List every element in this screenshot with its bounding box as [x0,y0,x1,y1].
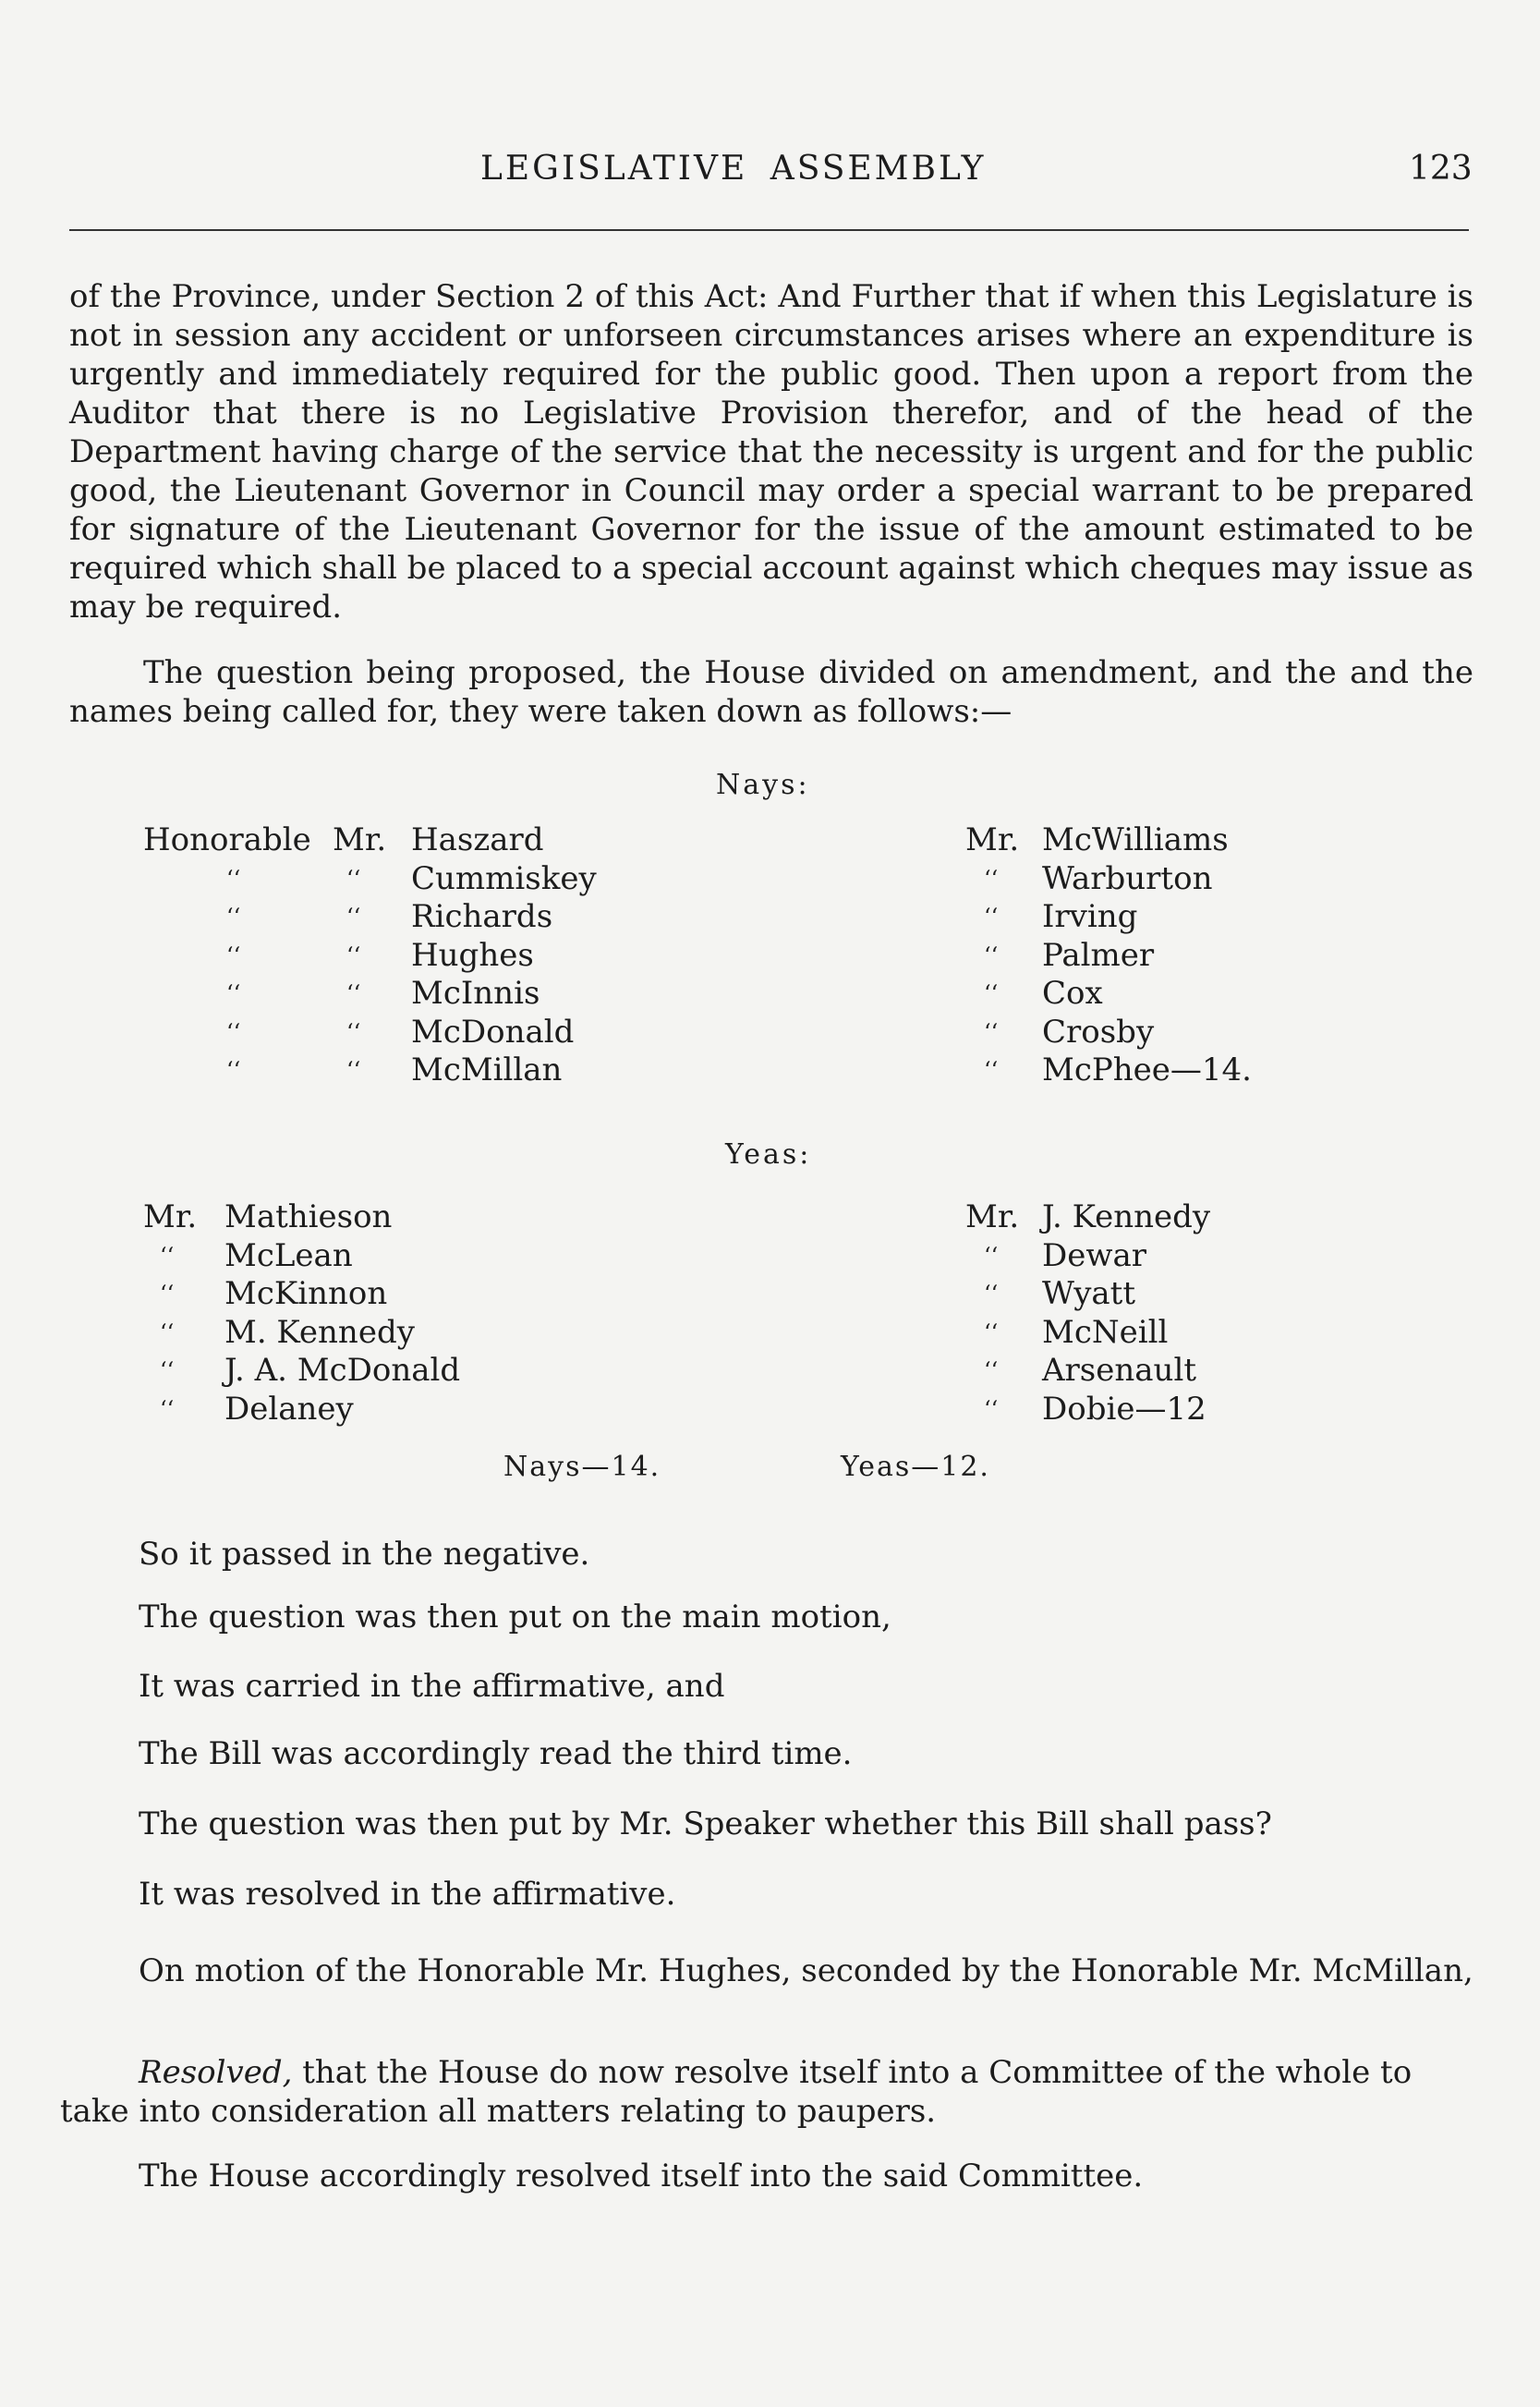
ditto-mark: ‘‘ [346,1057,361,1083]
title: Mr. [333,821,387,858]
ditto-mark: ‘‘ [984,1281,999,1307]
ditto-mark: ‘‘ [226,904,241,930]
member-name: McKinnon [224,1275,388,1312]
member-name: Delaney [224,1390,354,1428]
resolution-paragraph [60,2053,1473,2131]
nays-left-list [143,821,697,1090]
list-item [965,1352,1427,1391]
list-item [143,1275,697,1314]
list-item [965,1052,1427,1090]
list-item [965,1237,1427,1276]
member-name: Mathieson [224,1198,393,1235]
motion-paragraph: On motion of the Honorable Mr. Hughes, seconded by the Honorable Mr. McMillan, [139,1952,1473,1989]
line-committee: The House accordingly resolved itself into the said Committee. [139,2158,1144,2194]
ditto-mark: ‘‘ [984,942,999,968]
member-name: Hughes [411,936,534,974]
list-item [143,898,697,937]
member-name: Irving [1042,898,1138,935]
nays-total: Nays—14. [503,1451,661,1483]
member-name: Crosby [1042,1013,1155,1051]
list-item [143,821,697,860]
member-name: McLean [224,1236,353,1274]
list-item [143,975,697,1014]
member-name: Palmer [1042,936,1155,974]
line-resolved-affirmative: It was resolved in the affirmative. [139,1876,676,1913]
list-item [965,821,1427,860]
yeas-total: Yeas—12. [841,1451,990,1483]
list-item [143,1237,697,1276]
ditto-mark: ‘‘ [984,1018,999,1045]
ditto-mark: ‘‘ [226,865,241,892]
member-name: McNeill [1042,1313,1169,1351]
list-item [965,860,1427,899]
nays-right-list [965,821,1427,1090]
member-name: J. A. McDonald [224,1352,461,1389]
honorific: Honorable [143,821,311,858]
ditto-mark: ‘‘ [226,980,241,1006]
yeas-heading: Yeas: [725,1138,812,1171]
title: Mr. [965,821,1020,858]
paragraph-1: of the Province, under Section 2 of this Act: And Further that if when this Legislature is not in session any accident or unforseen circumstances arises where an expenditure is urgently and immediately required for the public good. Then upon a report from the Auditor that there is no Legislative Provision therefor, and of the head of the Department having charge of the service that the necessity is urgent and for the public good, the Lieutenant Governor in Council may order a special warrant to be prepared for signature of the Lieutenant Governor for the issue of the amount estimated to be required which shall be placed to a special account against which cheques may issue as may be required. [69,278,1473,626]
list-item [965,1198,1427,1237]
line-affirmative: It was carried in the affirmative, and [139,1668,725,1705]
ditto-mark: ‘‘ [984,904,999,930]
ditto-mark: ‘‘ [984,1357,999,1383]
member-name: McInnis [411,975,540,1012]
line-speaker-question: The question was then put by Mr. Speaker whether this Bill shall pass? [139,1805,1272,1842]
resolution-text: that the House do now resolve itself into a Committee of the whole to take into consideration all matters relating to paupers. [60,2054,1413,2130]
member-name: McDonald [411,1013,575,1051]
member-name: Cox [1042,975,1103,1012]
list-item [965,937,1427,976]
member-name: M. Kennedy [224,1313,415,1351]
list-item [143,860,697,899]
ditto-mark: ‘‘ [160,1357,175,1383]
paragraph-2: The question being proposed, the House divided on amendment, and the and the names being called for, they were taken down as follows:— [69,654,1473,730]
list-item [143,1391,697,1429]
ditto-mark: ‘‘ [346,980,361,1006]
member-name: Dewar [1042,1236,1147,1274]
list-item [143,1052,697,1090]
list-item [143,1014,697,1052]
list-item [965,1014,1427,1052]
ditto-mark: ‘‘ [346,904,361,930]
header-rule [69,229,1469,231]
ditto-mark: ‘‘ [160,1319,175,1345]
member-name: McWilliams [1042,821,1229,858]
ditto-mark: ‘‘ [226,1018,241,1045]
list-item [143,1198,697,1237]
member-name: Wyatt [1042,1275,1136,1312]
page-header [0,150,1540,196]
ditto-mark: ‘‘ [984,865,999,892]
ditto-mark: ‘‘ [346,942,361,968]
yeas-right-list [965,1198,1427,1428]
member-name: J. Kennedy [1042,1198,1211,1235]
member-name: Arsenault [1042,1352,1196,1389]
list-item [143,1314,697,1353]
ditto-mark: ‘‘ [346,1018,361,1045]
member-name: McPhee—14. [1042,1052,1252,1088]
list-item [965,1275,1427,1314]
line-main-motion: The question was then put on the main motion, [139,1599,891,1635]
member-name: Dobie—12 [1042,1390,1207,1428]
list-item [965,975,1427,1014]
list-item [143,937,697,976]
ditto-mark: ‘‘ [984,1057,999,1083]
member-name: Warburton [1042,859,1213,897]
member-name: Richards [411,898,553,935]
list-item [143,1352,697,1391]
line-negative: So it passed in the negative. [139,1536,590,1573]
ditto-mark: ‘‘ [160,1281,175,1307]
nays-heading: Nays: [716,769,810,801]
page-number: 123 [1409,150,1473,188]
ditto-mark: ‘‘ [226,942,241,968]
ditto-mark: ‘‘ [984,1395,999,1422]
ditto-mark: ‘‘ [346,865,361,892]
title: Mr. [965,1198,1020,1235]
running-title: LEGISLATIVE ASSEMBLY [480,150,987,188]
member-name: McMillan [411,1052,563,1088]
ditto-mark: ‘‘ [984,1319,999,1345]
member-name: Haszard [411,821,544,858]
list-item [965,1391,1427,1429]
list-item [965,1314,1427,1353]
resolved-word: Resolved, [139,2054,293,2091]
ditto-mark: ‘‘ [984,980,999,1006]
ditto-mark: ‘‘ [160,1395,175,1422]
title: Mr. [143,1198,198,1235]
member-name: Cummiskey [411,859,597,897]
ditto-mark: ‘‘ [226,1057,241,1083]
ditto-mark: ‘‘ [984,1242,999,1269]
yeas-left-list [143,1198,697,1428]
list-item [965,898,1427,937]
ditto-mark: ‘‘ [160,1242,175,1269]
line-third-reading: The Bill was accordingly read the third time. [139,1735,853,1772]
